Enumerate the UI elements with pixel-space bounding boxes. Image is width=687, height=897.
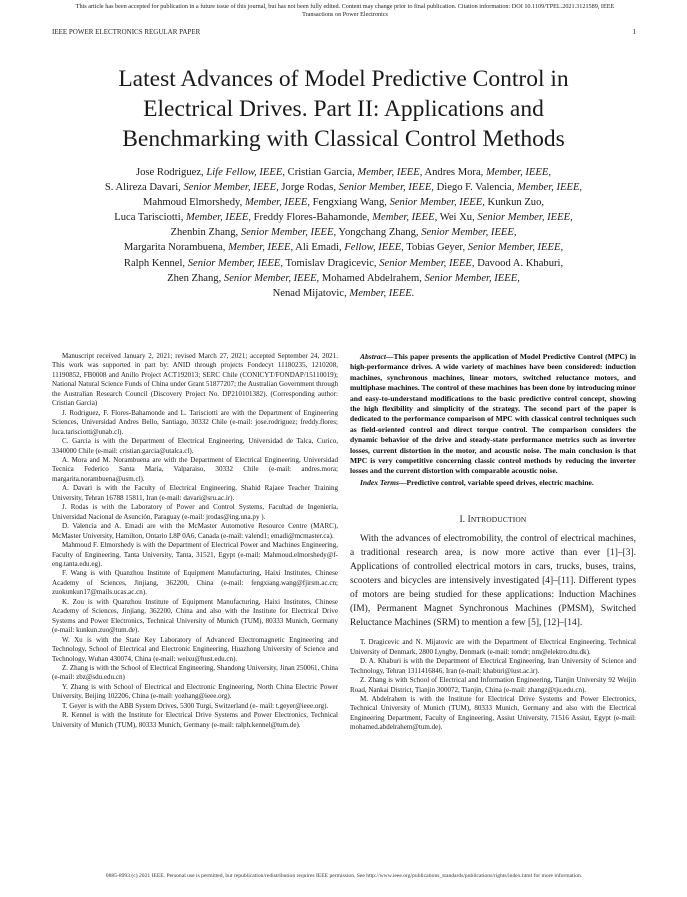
author-name: Luca Tarisciotti, [114, 212, 186, 224]
footnotes-right [350, 638, 636, 733]
author-name: Fengxiang Wang, [309, 197, 390, 209]
author-name: Wei Xu, [437, 212, 478, 224]
author-name: Freddy Flores-Bahamonde, [251, 212, 373, 224]
footnote: R. Kennel is with the Institute for Electrical Drive Systems and Power Electronics, Technical University of Munich (TUM), 80333 Munich, Germany (e-mail: ralph.kennel@tum.de). [52, 711, 338, 729]
section-heading-introduction [350, 513, 636, 526]
abstract-lead: Abstract [360, 352, 386, 361]
author-name: Nenad Mijatovic, [272, 287, 350, 299]
author-line [30, 225, 657, 240]
author-name: Yongchang Zhang, [336, 227, 422, 239]
author-line [30, 240, 657, 255]
footnote: A. Mora and M. Norambuena are with the Department of Electrical Engineering, Universidad Tecnica Federico Santa Maria, Valparaiso, 30332 Chile (e-mail: andres.mora; margarita.norambuena@usm.cl). [52, 455, 338, 483]
author-name: Mahmoud Elmorshedy, [142, 197, 245, 209]
author-line [30, 286, 657, 301]
author-name: Zhen Zhang, [167, 272, 224, 284]
author-membership: Senior Member, IEEE, [183, 182, 279, 194]
introduction-paragraph: With the advances of electromobility, the control of electrical machines, a traditional research area, is now more active than ever [1]–[3]. Applications of controlled electrical motors in cars, trucks, buses, trains, scooters and bicycles are intensively investigated [4]–[11]. Different types of motors are being studied for these applications: Induction Machines (IM), Permanent Magnet Synchronous Machines (PMSM), Switched Reluctance Machines (SRM) to mention a few [5], [12]–[14]. [350, 534, 636, 629]
footnote: J. Rodriguez, F. Flores-Bahamonde and L. Tarisciotti are with the Department of Engineering Sciences, Universidad Andres Bello, Santiago, 30332 Chile (e-mail: jose.rodriguez; freddy.flores; luca.tarisciotti@unab.cl). [52, 408, 338, 436]
author-membership: Member, IEEE, [485, 167, 551, 178]
author-membership: Senior Member, IEEE, [240, 227, 337, 239]
footnote: Z. Zhang is with School of Electrical and Information Engineering, Tianjin University 92 Weijin Road, Nankai District, Tianjin 300072, Tianjin, China (e-mail: zhangz@tju.edu.cn). [350, 676, 636, 694]
author-name: Jose Rodriguez, [136, 167, 207, 178]
footnote: T. Dragicevic and N. Mijatovic are with the Department of Electrical Engineering, Technical University of Denmark, 2800 Lyngby, Denmark (e-mail: tomdr; nm@elektro.dtu.dk). [350, 638, 636, 656]
author-membership: Senior Member, IEEE, [338, 182, 434, 194]
paper-title [40, 64, 647, 154]
author-membership: Member, IEEE, [186, 212, 252, 224]
author-name: Jorge Rodas, [278, 182, 339, 194]
author-name: Andres Mora, [422, 167, 486, 178]
author-membership: Senior Member, IEEE, [223, 272, 320, 284]
author-membership: Life Fellow, IEEE, [206, 167, 285, 178]
footnote: D. Valencia and A. Emadi are with the McMaster Automotive Resource Centre (MARC), McMaster University, Hamilton, Ontario L8P 0A6, Canada (e-mail: valend1; emadi@mcmaster.ca). [52, 522, 338, 540]
publication-notice [20, 3, 670, 19]
index-terms-lead: Index Terms [360, 477, 399, 487]
author-name: S. Alireza Davari, [104, 182, 184, 194]
journal-name: IEEE POWER ELECTRONICS REGULAR PAPER [52, 28, 201, 36]
author-membership: Member, IEEE, [228, 242, 294, 254]
author-membership: Senior Member, IEEE, [379, 257, 475, 269]
publication-notice-line: This article has been accepted for publication in a future issue of this journal, but has not been fully edited. Content may change prior to final publication. Citation information: DOI 10.1109/TPEL.2021.3121589, IEEE [75, 3, 615, 10]
footnote: W. Xu is with the State Key Laboratory of Advanced Electromagnetic Engineering and Technology, School of Electrical and Electronic Engineering, Huazhong University of Science and Technology, Wuhan 430074, China (e-mail: weixu@hust.edu.cn). [52, 635, 338, 663]
footnote: D. A. Khaburi is with the Department of Electrical Engineering, Iran University of Science and Technology, Tehran 1311416846, Iran (e-mail: khaburi@iust.ac.ir). [350, 657, 636, 675]
author-name: Davood A. Khaburi, [474, 257, 564, 269]
author-name: Diego F. Valencia, [433, 182, 518, 194]
author-name: Ralph Kennel, [123, 257, 188, 269]
footnote: J. Rodas is with the Laboratory of Power and Control Systems, Facultad de Ingeniería, Universidad Nacional de Asunción, Paraguay (e-mail: jrodas@ing.una.py ). [52, 503, 338, 521]
footnote: T. Geyer is with the ABB System Drives, 5300 Turgi, Switzerland (e- mail: t.geyer@ieee.org). [62, 701, 329, 710]
footnote: K. Zou is with Quanzhou Institute of Equipment Manufacturing, Haixi Institutes, Chinese Academy of Sciences, Jinjiang, 362200, China and also with the Institute for Electrical Drive Systems and Power Electronics, Technical University of Munich (TUM), 80333 Munich, Germany (e-mail: kunkun.zuo@tum.de). [52, 597, 338, 635]
author-name: Ali Emadi, [293, 242, 345, 254]
author-membership: Member, IEEE, [357, 167, 423, 178]
title-line: Latest Advances of Model Predictive Control in [118, 66, 569, 92]
author-line [30, 180, 657, 195]
footnote: Z. Zhang is with the School of Electrical Engineering, Shandong University, Jinan 250061, China (e-mail: zbz@sdu.edu.cn) [52, 663, 338, 682]
index-terms [350, 478, 636, 488]
footnote: Mahmoud F. Elmorshedy is with the Department of Electrical Power and Machines Engineering, Faculty of Engineering, Tanta University, Tanta, 31521, Egypt (e-mail: Mahmoud.elmorshedy@f-eng.tanta.edu.eg). [52, 541, 338, 568]
author-membership: Fellow, IEEE, [344, 242, 404, 254]
copyright-notice: 0885-8993 (c) 2021 IEEE. Personal use is permitted, but republication/redistribution requires IEEE permission. See http://www.ieee.org/publications_standards/publications/rights/index.html for more information. [105, 873, 583, 879]
footnote: A. Davari is with the Faculty of Electrical Engineering, Shahid Rajaee Teacher Training University, Tehran 16788 15811, Iran (e-mail: davari@sru.ac.ir). [52, 484, 338, 502]
author-name: Zhenbin Zhang, [170, 227, 241, 239]
author-membership: Member, IEEE, [244, 197, 310, 209]
author-list [30, 165, 657, 301]
author-membership: Senior Member, IEEE, [477, 212, 573, 224]
author-membership: Senior Member, IEEE, [424, 272, 520, 284]
author-membership: Member, IEEE, [517, 182, 583, 194]
footnote: Manuscript received January 2, 2021; revised March 27, 2021; accepted September 24, 2021. This work was supported in part by: ANID through projects Fondecyt 11180235, 1210208, 11190852, FB0008 and Anillo Project ACT192013; SERC Chile (CONICYT/FONDAP/15110019); National Natural Science Funds of China under Grant 51877207; the Australian Government through the Australian Research Council (Discovery Project No. DP210101382). (Corresponding author: Cristian Garcia) [52, 352, 338, 408]
author-name: Kunkun Zuo, [484, 197, 545, 209]
abstract-text: —This paper presents the application of Model Predictive Control (MPC) in high-performance drives. A wide variety of machines have been considered: induction machines, synchronous machines, linear motors, switched reluctance motors, and multiphase machines. The control of these machines has been done by introducing minor and easy-to-understand modifications to the basic predictive control concept, showing the high flexibility and simplicity of the strategy. The second part of the paper is dedicated to the performance comparison of MPC with classical control techniques such as field-oriented control and direct torque control. The comparison considers the dynamic behavior of the drive and steady-state performance metrics such as inverter losses, current distortion in the motor, and acoustic noise. The main conclusion is that MPC is very competitive concerning classic control methods by reducing the inverter losses and the current distortion with comparable acoustic noise. [350, 352, 636, 476]
author-membership: Senior Member, IEEE, [389, 197, 485, 209]
author-name: Cristian Garcia, [285, 167, 358, 178]
right-column [350, 352, 636, 733]
author-line [30, 210, 657, 225]
publication-notice-line: Transactions on Power Electronics [302, 11, 388, 18]
title-line: Electrical Drives. Part II: Applications and [143, 96, 544, 122]
footnotes [52, 352, 338, 730]
author-membership: Senior Member, IEEE, [421, 227, 517, 239]
author-line [30, 195, 657, 210]
section-heading-rest: NTRODUCTION [470, 515, 527, 525]
left-column [52, 352, 338, 730]
footnote: F. Wang is with Quanzhou Institute of Equipment Manufacturing, Haixi Institutes, Chinese Academy of Sciences, Jinjiang, 362200, China (e-mail: fengxiang.wang@fjirsm.ac.cn; zuokunkun17@mails.ucas.ac.cn). [52, 569, 338, 597]
author-membership: Senior Member, IEEE, [187, 257, 284, 269]
author-name: Tobias Geyer, [403, 242, 468, 254]
abstract [350, 352, 636, 477]
author-name: Mohamed Abdelrahem, [319, 272, 425, 284]
author-line [30, 256, 657, 271]
footnote: M. Abdelrahem is with the Institute for Electrical Drive Systems and Power Electronics, Technical University of Munich (TUM), 80333 Munich, Germany and also with the Electrical Engineering Department, Faculty of Engineering, Assiut University, 71516 Assiut, Egypt (e-mail: mohamed.abdelrahem@tum.de). [350, 695, 636, 732]
title-line: Benchmarking with Classical Control Methods [122, 126, 565, 152]
author-line [30, 165, 657, 180]
author-name: Tomislav Dragicevic, [283, 257, 380, 269]
page-number: 1 [632, 28, 636, 36]
author-membership: Senior Member, IEEE, [467, 242, 564, 254]
section-numeral: I. I [459, 514, 471, 525]
footnote: Y. Zhang is with School of Electrical and Electronic Engineering, North China Electric Power University, Beijing 102206, China (e-mail: yozhang@ieee.org). [52, 682, 338, 701]
footnote: C. Garcia is with the Department of Electrical Engineering, Universidad de Talca, Curico, 3340000 Chile (e-mail: cristian.garcia@utalca.cl). [52, 437, 338, 455]
author-membership: Member, IEEE. [349, 287, 415, 299]
author-name: Margarita Norambuena, [123, 242, 229, 254]
author-membership: Member, IEEE, [372, 212, 438, 224]
author-line [30, 271, 657, 286]
index-terms-text: —Predictive control, variable speed drives, electric machine. [398, 477, 594, 487]
